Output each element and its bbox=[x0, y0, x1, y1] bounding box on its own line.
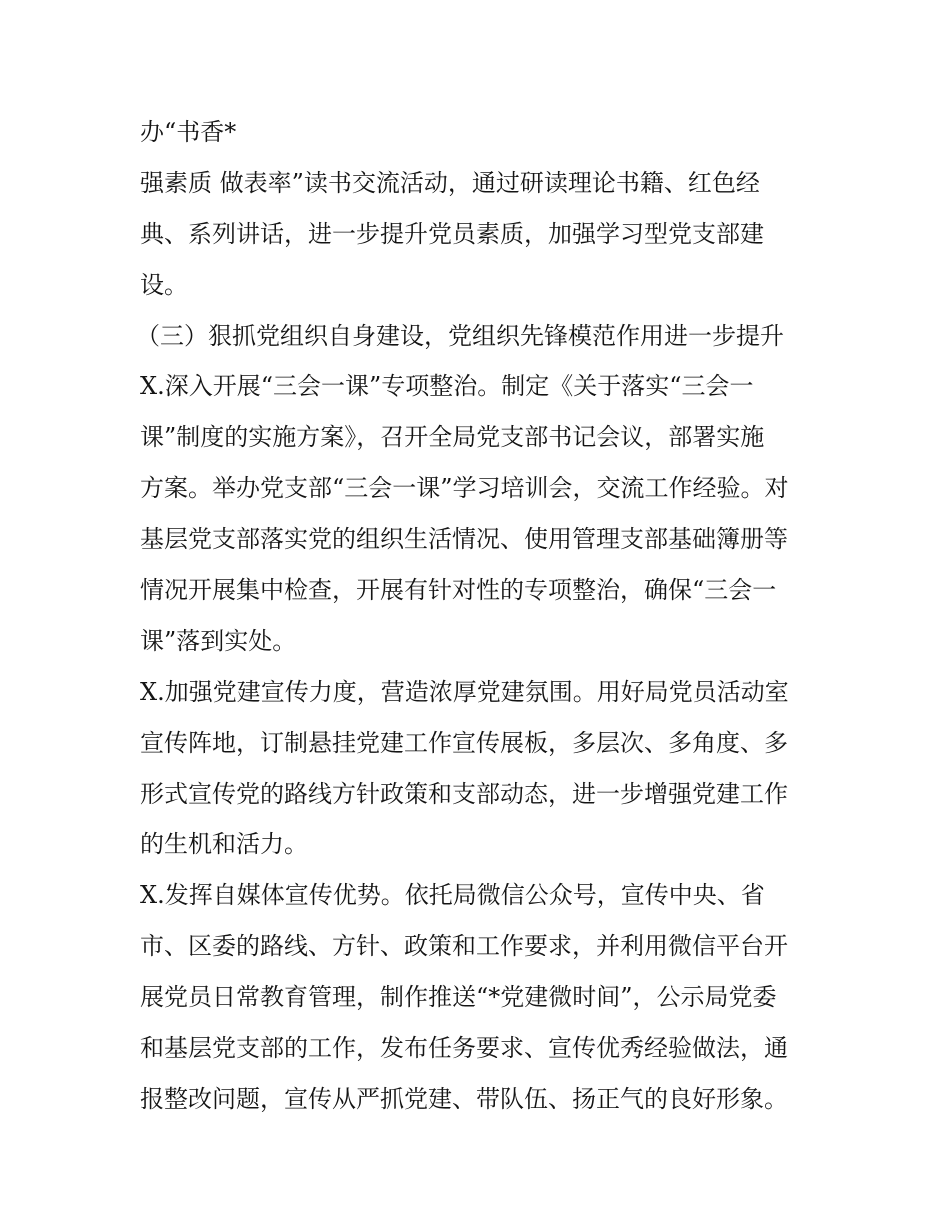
text-line: 课”落到实处。 bbox=[140, 626, 297, 655]
document-body bbox=[136, 107, 820, 1125]
text-line: X.加强党建宣传力度，营造浓厚党建氛围。用好局党员活动室 bbox=[140, 677, 789, 706]
text-line: 的生机和活力。 bbox=[140, 830, 308, 859]
text-line: X.深入开展“三会一课”专项整治。制定《关于落实“三会一 bbox=[140, 372, 754, 401]
text-line: 和基层党支部的工作，发布任务要求、宣传优秀经验做法，通 bbox=[140, 1034, 788, 1063]
text-line: 典、系列讲话，进一步提升党员素质，加强学习型党支部建 bbox=[140, 219, 764, 248]
text-line: 形式宣传党的路线方针政策和支部动态，进一步增强党建工作 bbox=[140, 779, 788, 808]
text-line: 报整改问题，宣传从严抓党建、带队伍、扬正气的良好形象。 bbox=[140, 1084, 788, 1113]
text-line: 方案。举办党支部“三会一课”学习培训会，交流工作经验。对 bbox=[140, 474, 789, 503]
text-line: 办“书香* bbox=[140, 118, 237, 146]
text-line: 宣传阵地，订制悬挂党建工作宣传展板，多层次、多角度、多 bbox=[140, 728, 788, 757]
text-line: 情况开展集中检查，开展有针对性的专项整治，确保“三会一 bbox=[140, 576, 777, 605]
section-heading: （三）狠抓党组织自身建设，党组织先锋模范作用进一步提升 bbox=[136, 321, 784, 350]
text-line: 课”制度的实施方案》，召开全局党支部书记会议，部署实施 bbox=[140, 423, 765, 452]
text-line: 设。 bbox=[140, 270, 188, 299]
text-line: 市、区委的路线、方针、政策和工作要求，并利用微信平台开 bbox=[140, 932, 788, 961]
text-line: 基层党支部落实党的组织生活情况、使用管理支部基础簿册等 bbox=[140, 525, 788, 554]
text-line: X.发挥自媒体宣传优势。依托局微信公众号，宣传中央、省 bbox=[140, 881, 765, 910]
text-line: 展党员日常教育管理，制作推送“*党建微时间”，公示局党委 bbox=[140, 983, 777, 1012]
text-line: 强素质 做表率”读书交流活动，通过研读理论书籍、红色经 bbox=[140, 168, 760, 197]
